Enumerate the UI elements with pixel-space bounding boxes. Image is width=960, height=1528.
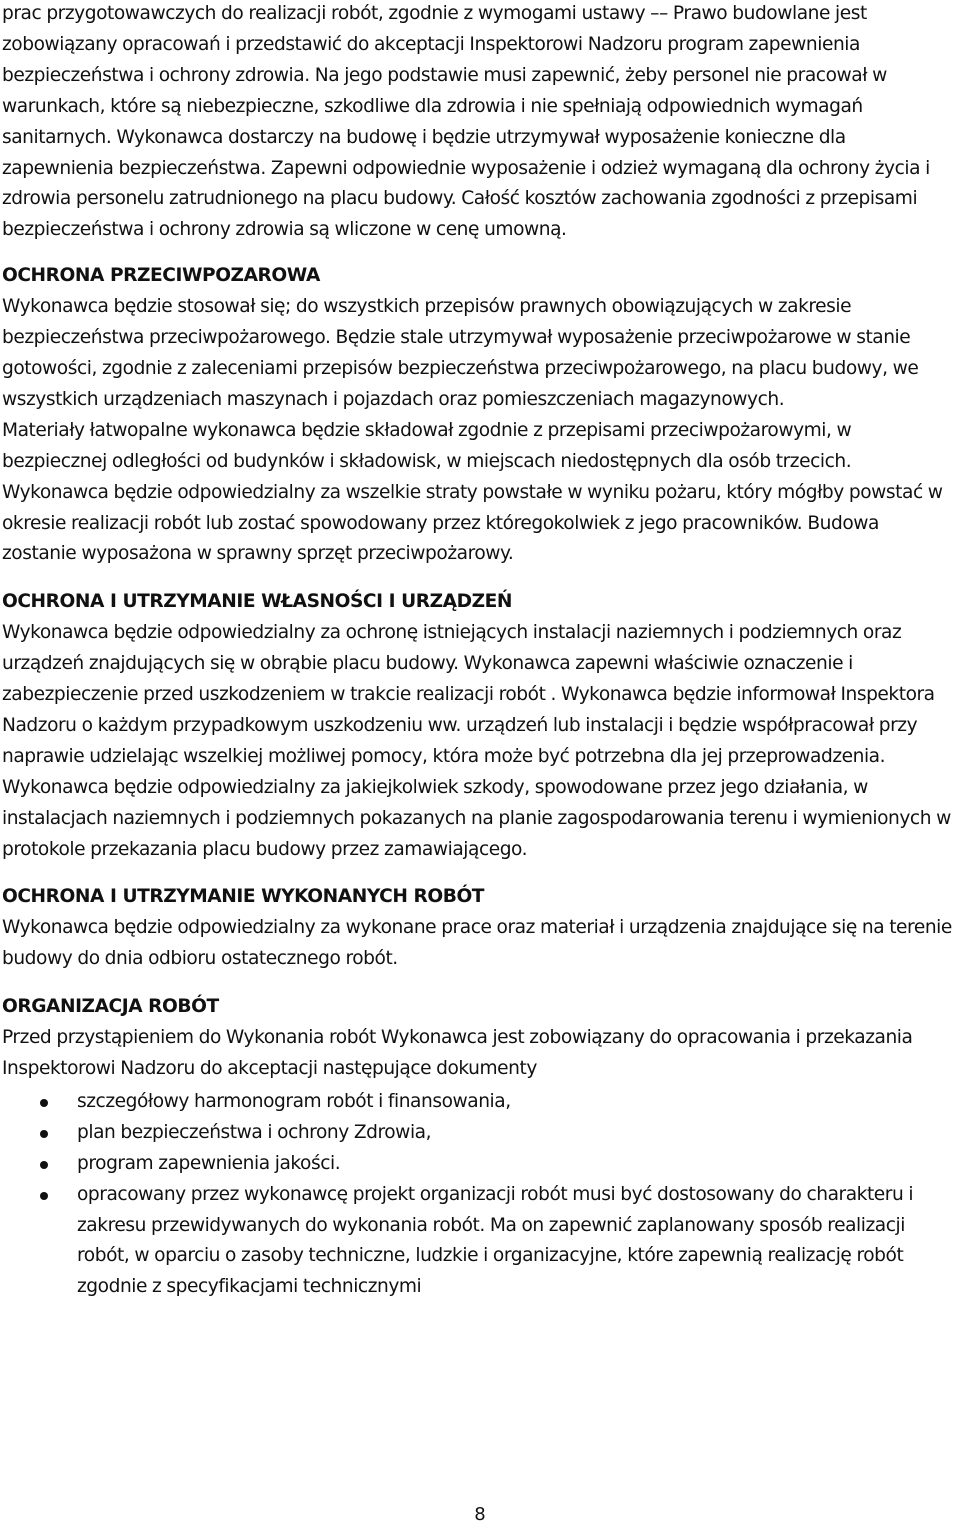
list-item <box>2 1180 954 1304</box>
bullet-icon <box>40 1099 48 1107</box>
list-item <box>2 1149 954 1180</box>
heading-works-protection: OCHRONA I UTRZYMANIE WYKONANYCH ROBÓT <box>2 886 485 908</box>
paragraph-top: prac przygotowawczych do realizacji robót, zgodnie z wymogami ustawy –– Prawo budowlane jest zobowiązany opracowań i przedstawić do akceptacji Inspektorowi Nadzoru program zapewnienia bezpieczeństwa i ochrony zdrowia. Na jego podstawie musi zapewnić, żeby personel nie pracował w warunkach, które są niebezpieczne, szkodliwe dla zdrowia i nie spełniają odpowiednich wymagań sanitarnych. Wykonawca dostarczy na budowę i będzie utrzymywał wyposażenie konieczne dla zapewnienia bezpieczeństwa. Zapewni odpowiednie wyposażenie i odzież wymaganą dla ochrony życia i zdrowia personelu zatrudnionego na placu budowy. Całość kosztów zachowania zgodności z przepisami bezpieczeństwa i ochrony zdrowia są wliczone w cenę umowną. <box>2 3 930 241</box>
heading-work-organization: ORGANIZACJA ROBÓT <box>2 996 219 1018</box>
bullet-icon <box>40 1161 48 1169</box>
list-item-text: plan bezpieczeństwa i ochrony Zdrowia, <box>77 1121 432 1143</box>
heading-fire-protection: OCHRONA PRZECIWPOZAROWA <box>2 265 320 287</box>
page-number: 8 <box>474 1504 486 1525</box>
bullet-icon <box>40 1130 48 1138</box>
paragraph-organization: Przed przystąpieniem do Wykonania robót Wykonawca jest zobowiązany do opracowania i przekazania Inspektorowi Nadzoru do akceptacji następujące dokumenty <box>2 1027 913 1079</box>
heading-property-protection: OCHRONA I UTRZYMANIE WŁASNOŚCI I URZĄDZEŃ <box>2 591 512 613</box>
document-list <box>2 1087 954 1303</box>
list-item <box>2 1087 954 1118</box>
paragraph-works: Wykonawca będzie odpowiedzialny za wykonane prace oraz materiał i urządzenia znajdujące się na terenie budowy do dnia odbioru ostatecznego robót. <box>2 917 952 970</box>
list-item-text: program zapewnienia jakości. <box>77 1152 341 1174</box>
list-item <box>2 1118 954 1149</box>
list-item-text: opracowany przez wykonawcę projekt organizacji robót musi być dostosowany do charakteru i zakresu przewidywanych do wykonania robót. Ma on zapewnić zaplanowany sposób realizacji robót, w oparciu o zasoby techniczne, ludzkie i organizacyjne, które zapewnią realizację robót zgodnie z specyfikacjami technicznymi <box>77 1183 914 1298</box>
bullet-icon <box>40 1192 48 1200</box>
paragraph-fire-2: Materiały łatwopalne wykonawca będzie składował zgodnie z przepisami przeciwpożarowymi, w bezpiecznej odległości od budynków i składowisk, w miejscach niedostępnych dla osób trzecich. Wykonawca będzie odpowiedzialny za wszelkie straty powstałe w wyniku pożaru, który mógłby powstać w okresie realizacji robót lub zostać spowodowany przez któregokolwiek z jego pracowników. Budowa zostanie wyposażona w sprawny sprzęt przeciwpożarowy. <box>2 419 943 565</box>
paragraph-fire-1: Wykonawca będzie stosował się; do wszystkich przepisów prawnych obowiązujących w zakresie bezpieczeństwa przeciwpożarowego. Będzie stale utrzymywał wyposażenie przeciwpożarowe w stanie gotowości, zgodnie z zaleceniami przepisów bezpieczeństwa przeciwpożarowego, na placu budowy, we wszystkich urządzeniach maszynach i pojazdach oraz pomieszczeniach magazynowych. <box>2 296 919 410</box>
paragraph-property: Wykonawca będzie odpowiedzialny za ochronę istniejących instalacji naziemnych i podziemnych oraz urządzeń znajdujących się w obrąbie placu budowy. Wykonawca zapewni właściwie oznaczenie i zabezpieczenie przed uszkodzeniem w trakcie realizacji robót . Wykonawca będzie informował Inspektora Nadzoru o każdym przypadkowym uszkodzeniu ww. urządzeń lub instalacji i będzie współpracował przy naprawie udzielając wszelkiej możliwej pomocy, która może być potrzebna dla jej przeprowadzenia. Wykonawca będzie odpowiedzialny za jakiejkolwiek szkody, spowodowane przez jego działania, w instalacjach naziemnych i podziemnych pokazanych na planie zagospodarowania terenu i wymienionych w protokole przekazania placu budowy przez zamawiającego. <box>2 622 951 860</box>
list-item-text: szczegółowy harmonogram robót i finansowania, <box>77 1090 511 1112</box>
